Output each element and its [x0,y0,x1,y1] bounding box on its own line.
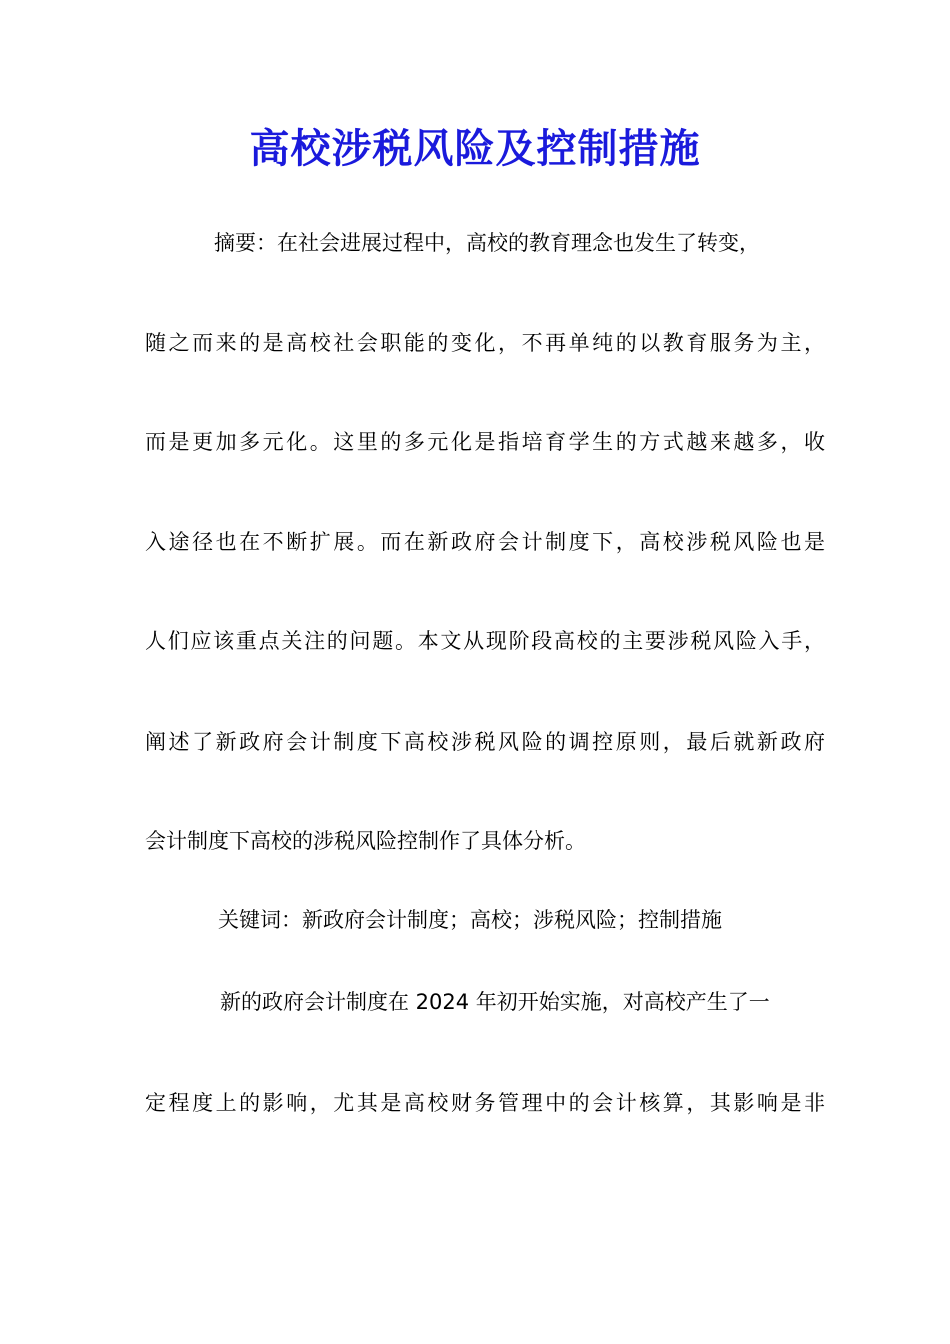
abstract-line-1: 摘要：在社会进展过程中，高校的教育理念也发生了转变， [214,231,760,255]
keywords-line: 关键词：新政府会计制度；高校；涉税风险；控制措施 [218,908,722,932]
abstract-line-3: 而是更加多元化。这里的多元化是指培育学生的方式越来越多，收 [145,430,825,454]
abstract-line-2: 随之而来的是高校社会职能的变化，不再单纯的以教育服务为主， [145,331,825,355]
abstract-line-7: 会计制度下高校的涉税风险控制作了具体分析。 [145,829,586,853]
abstract-line-5: 人们应该重点关注的问题。本文从现阶段高校的主要涉税风险入手， [145,629,825,653]
abstract-line-4: 入途径也在不断扩展。而在新政府会计制度下，高校涉税风险也是 [145,530,825,554]
document-title: 高校涉税风险及控制措施 [249,125,701,172]
abstract-line-6: 阐述了新政府会计制度下高校涉税风险的调控原则，最后就新政府 [145,730,825,754]
body-line-2: 定程度上的影响，尤其是高校财务管理中的会计核算，其影响是非 [145,1091,825,1115]
body-line-1: 新的政府会计制度在 2024 年初开始实施，对高校产生了一 [220,990,770,1014]
